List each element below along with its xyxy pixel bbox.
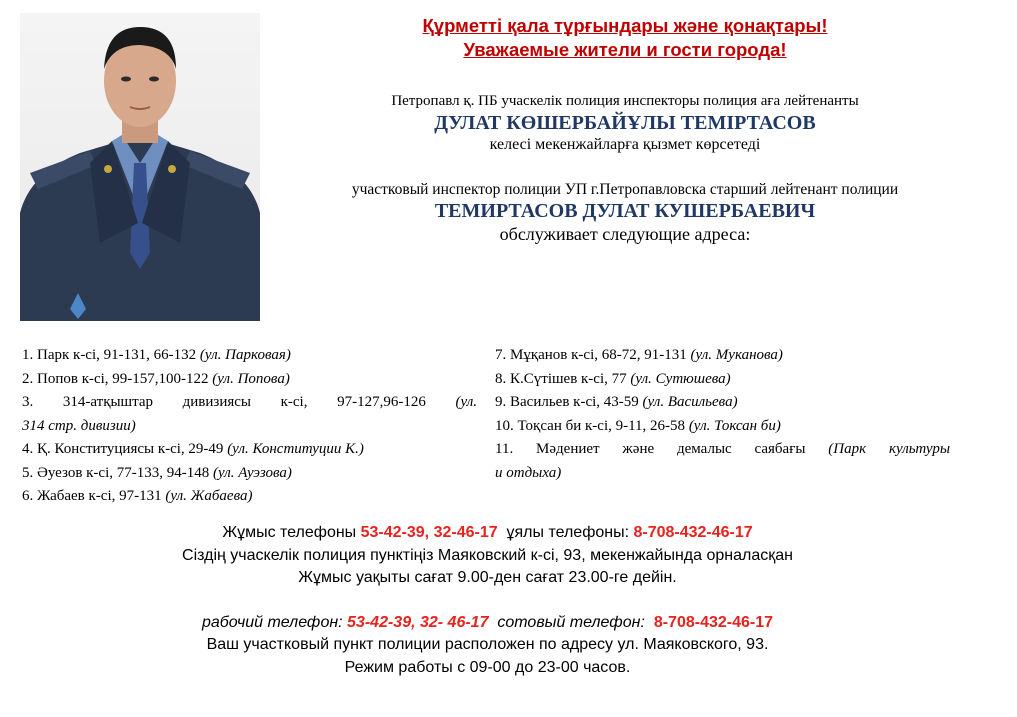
header bbox=[270, 14, 980, 245]
hours-ru: Режим работы с 09-00 до 23-00 часов. bbox=[344, 658, 631, 676]
hours-kz: Жұмыс уақыты сағат 9.00-ден сағат 23.00-ге дейін. bbox=[298, 569, 677, 586]
phones-ru bbox=[0, 612, 975, 635]
officer-photo bbox=[20, 13, 260, 321]
address-item: 5. Әуезов к-сі, 77-133, 94-148 (ул. Ауэзова) bbox=[22, 464, 292, 481]
address-item: и отдыха) bbox=[495, 464, 562, 481]
officer-name-ru: ТЕМИРТАСОВ ДУЛАТ КУШЕРБАЕВИЧ bbox=[434, 200, 816, 222]
work-phone-label-kz: Жұмыс телефоны bbox=[222, 524, 361, 541]
serves-kz: келесі мекенжайларға қызмет көрсетеді bbox=[489, 136, 761, 153]
address-item: 9. Васильев к-сі, 43-59 (ул. Васильева) bbox=[495, 394, 738, 410]
address-item: 1. Парк к-сі, 91-131, 66-132 (ул. Парковая) bbox=[22, 347, 291, 363]
location-kz: Сіздің учаскелік полиция пунктіңіз Маяковский к-сі, 93, мекенжайында орналасқан bbox=[182, 546, 793, 564]
work-phone-label-ru: рабочий телефон: bbox=[201, 613, 348, 631]
location-ru: Ваш участковый пункт полиции расположен по адресу ул. Маяковского, 93. bbox=[206, 636, 769, 653]
greeting-ru: Уважаемые жители и гости города! bbox=[463, 39, 787, 60]
work-phones-kz: 53-42-39, 32-46-17 bbox=[360, 524, 498, 541]
mobile-phone-label-kz: ұялы телефоны: bbox=[497, 524, 634, 541]
serves-ru: обслуживает следующие адреса: bbox=[499, 224, 751, 244]
address-list-left bbox=[22, 344, 477, 509]
officer-name-kz: ДУЛАТ КӨШЕРБАЙҰЛЫ ТЕМІРТАСОВ bbox=[434, 112, 816, 134]
officer-portrait-illustration bbox=[20, 13, 260, 321]
address-item: 4. Қ. Конституциясы к-сі, 29-49 (ул. Конституции К.) bbox=[22, 441, 364, 457]
address-item: 8. К.Сүтішев к-сі, 77 (ул. Сутюшева) bbox=[495, 370, 731, 387]
address-item: 7. Мұқанов к-сі, 68-72, 91-131 (ул. Муканова) bbox=[495, 347, 783, 363]
address-item: 3. 314-атқыштар дивизиясы к-сі, 97-127,96-126 (ул. bbox=[22, 394, 477, 410]
work-phones-ru: 53-42-39, 32- 46-17 bbox=[347, 613, 489, 631]
address-item: 11. Мәдениет және демалыс саябағы (Парк культуры bbox=[495, 441, 950, 457]
intro-ru: участковый инспектор полиции УП г.Петропавловска старший лейтенант полиции bbox=[351, 181, 899, 198]
intro-kz: Петропавл қ. ПБ учаскелік полиция инспекторы полиция аға лейтенанты bbox=[391, 93, 859, 109]
address-list-right bbox=[495, 344, 950, 485]
address-item: 2. Попов к-сі, 99-157,100-122 (ул. Попова) bbox=[22, 370, 290, 387]
address-item: 6. Жабаев к-сі, 97-131 (ул. Жабаева) bbox=[22, 488, 253, 504]
phones-kz bbox=[0, 522, 975, 545]
address-item: 314 стр. дивизии) bbox=[22, 417, 136, 434]
address-item: 10. Тоқсан би к-сі, 9-11, 26-58 (ул. Токсан би) bbox=[495, 417, 781, 434]
contact-block bbox=[0, 522, 975, 679]
mobile-phone-kz: 8-708-432-46-17 bbox=[633, 524, 753, 541]
mobile-phone-label-ru: сотовый телефон: bbox=[488, 613, 654, 631]
mobile-phone-ru: 8-708-432-46-17 bbox=[653, 613, 774, 631]
greeting-kz: Құрметті қала тұрғындары және қонақтары! bbox=[422, 15, 828, 36]
